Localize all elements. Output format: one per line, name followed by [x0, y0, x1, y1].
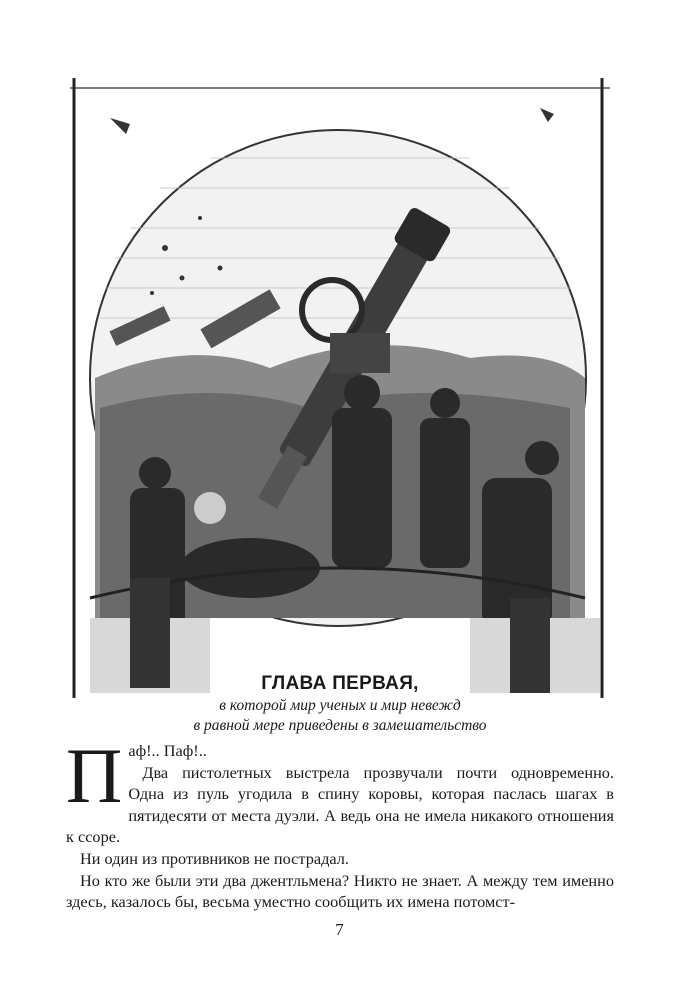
paragraph-1-line2: Два пистолетных выстрела прозвучали почти одновременно. — [142, 762, 614, 782]
paragraph-2: Ни один из противников не пострадал. — [80, 848, 349, 868]
chapter-subtitle-line1: в которой мир ученых и мир невежд — [219, 697, 461, 714]
paragraph-3: Но кто же были эти два джентльмена? Никто не знает. А между тем именно здесь, казалось бы, весьма уместно сообщить их имена потомст- — [66, 870, 614, 912]
paragraph-1-start: аф!.. Паф!.. — [128, 741, 207, 760]
telescope-crowd-engraving — [70, 78, 610, 698]
body-text — [66, 732, 614, 913]
chapter-title: ГЛАВА ПЕРВАЯ, — [261, 673, 419, 694]
paragraph-1-rest: Одна из пуль угодила в спину коровы, которая паслась шагах в пятидесяти от места дуэли. А ведь она не имела никакого отношения к ссоре. — [66, 784, 614, 847]
page-number: 7 — [335, 920, 344, 939]
chapter-subtitle-line2: в равной мере приведены в замешательство — [193, 717, 487, 734]
chapter-heading — [150, 672, 530, 736]
chapter-illustration — [70, 78, 610, 698]
drop-cap: П — [66, 732, 123, 819]
